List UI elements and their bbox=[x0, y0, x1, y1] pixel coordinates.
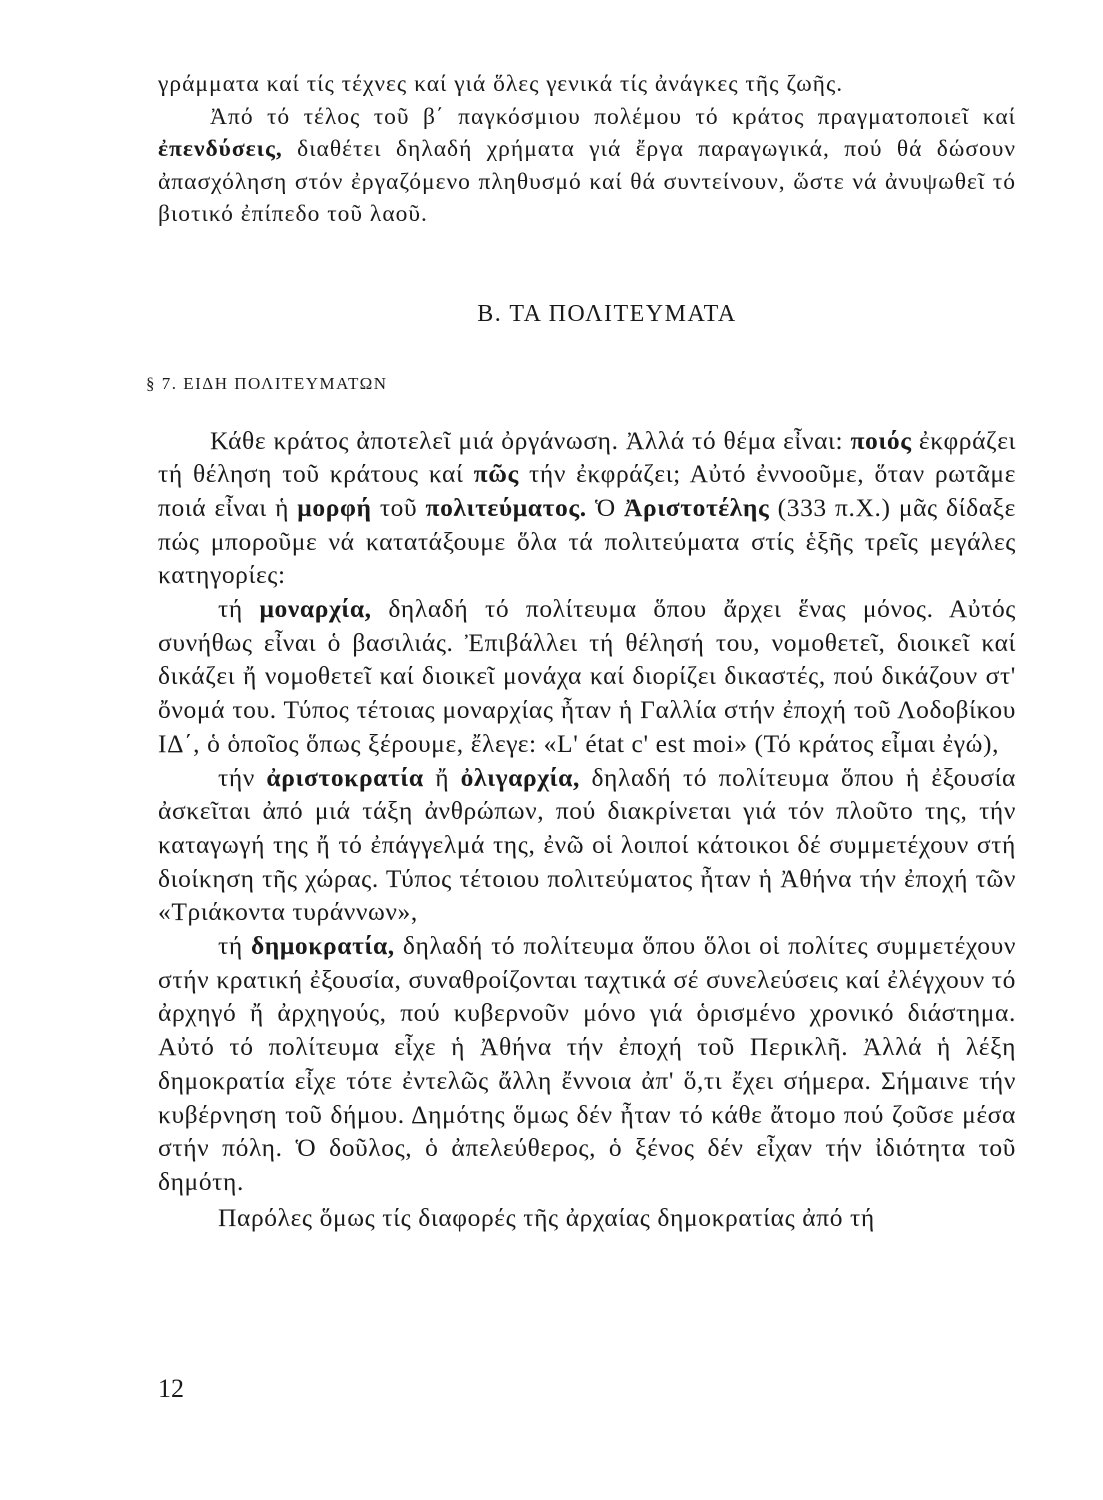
paragraph-investments: Ἀπό τό τέλος τοῦ β΄ παγκόσμιου πολέμου τό κράτος πραγματοποιεῖ καί ἐπενδύσεις, διαθέτει δηλαδή χρήματα γιά ἔργα παραγωγικά, πού θά δώσουν ἀπασχόληση στόν ἐργαζόμενο πληθυσμό καί θά συντείνουν, ὥστε νά ἀνυψωθεῖ τό βιοτικό ἐπίπεδο τοῦ λαοῦ. bbox=[158, 103, 1017, 227]
bold-term: μοναρχία, bbox=[259, 594, 372, 624]
paragraph-democracy: τή δημοκρατία, δηλαδή τό πολίτευμα ὅπου ὅλοι οἱ πολίτες συμμετέχουν στήν κρατική ἐξουσία, συναθροίζονται ταχτικά σέ συνελεύσεις καί ἐλέγχουν τό ἀρχηγό ἤ ἀρχηγούς, πού κυβερνοῦν μόνο γιά ὁρισμένο χρονικό διάστημα. Αὐτό τό πολίτευμα εἶχε ἡ Ἀθήνα τήν ἐποχή τοῦ Περικλῆ. Ἀλλά ἡ λέξη δημοκρατία εἶχε τότε ἐντελῶς ἄλλη ἔννοια ἀπ' ὅ,τι ἔχει σήμερα. Σήμαινε τήν κυβέρνηση τοῦ δήμου. Δημότης ὅμως δέν ἦταν τό κάθε ἄτομο πού ζοῦσε μέσα στήν πόλη. Ὁ δοῦλος, ὁ ἀπελεύθερος, ὁ ξένος δέν εἶχαν τήν ἰδιότητα τοῦ δημότη. bbox=[158, 931, 1016, 1196]
bold-term: ἐπενδύσεις, bbox=[158, 136, 283, 162]
paragraph-aristocracy: τήν ἀριστοκρατία ἤ ὀλιγαρχία, δηλαδή τό πολίτευμα ὅπου ἡ ἐξουσία ἀσκεῖται ἀπό μιά τάξη ἀνθρώπων, πού διακρίνεται γιά τόν πλοῦτο της, τήν καταγωγή της ἤ τό ἐπάγγελμά της, ἐνῶ οἱ λοιποί κάτοικοι δέ συμμετέχουν στή διοίκηση τῆς χώρας. Τύπος τέτοιου πολιτεύματος ἦταν ἡ Ἀθήνα τήν ἐποχή τῶν «Τριάκοντα τυράννων», bbox=[158, 762, 1016, 927]
bold-term: πῶς bbox=[473, 459, 519, 489]
bold-term: ὀλιγαρχία, bbox=[460, 762, 580, 792]
page-number: 12 bbox=[158, 1374, 184, 1403]
section-title: Β. ΤΑ ΠΟΛΙΤΕΥΜΑΤΑ bbox=[477, 300, 737, 327]
paragraph-monarchy: τή μοναρχία, δηλαδή τό πολίτευμα ὅπου ἄρχει ἕνας μόνος. Αὐτός συνήθως εἶναι ὁ βασιλιάς. Ἐπιβάλλει τή θέλησή του, νομοθετεῖ, διοικεῖ καί δικάζει ἤ νομοθετεῖ καί διοικεῖ μονάχα καί διορίζει δικαστές, πού δικάζουν στ' ὄνομά του. Τύπος τέτοιας μοναρχίας ἦταν ἡ Γαλλία στήν ἐποχή τοῦ Λοδοβίκου ΙΔ΄, ὁ ὁποῖος ὅπως ξέρουμε, ἔλεγε: «L' état c' est moi» (Τό κράτος εἶμαι ἐγώ), bbox=[158, 594, 1016, 758]
paragraph-intro: Κάθε κράτος ἀποτελεῖ μιά ὀργάνωση. Ἀλλά τό θέμα εἶναι: ποιός ἐκφράζει τή θέληση τοῦ κράτους καί πῶς τήν ἐκφράζει; Αὐτό ἐννοοῦμε, ὅταν ρωτᾶμε ποιά εἶναι ἡ μορφή τοῦ πολιτεύματος. Ὁ Ἀριστοτέλης (333 π.Χ.) μᾶς δίδαξε πώς μποροῦμε νά κατατάξουμε ὅλα τά πολιτεύματα στίς ἑξῆς τρεῖς μεγάλες κατηγορίες: bbox=[158, 425, 1017, 590]
subsection-title: § 7. ΕΙΔΗ ΠΟΛΙΤΕΥΜΑΤΩΝ bbox=[146, 373, 388, 393]
bold-term: ποιός bbox=[850, 425, 912, 455]
bold-term: Ἀριστοτέλης bbox=[624, 492, 770, 522]
bold-term: ἀριστοκρατία bbox=[266, 762, 424, 792]
bold-term: δημοκρατία, bbox=[250, 931, 395, 961]
page-body bbox=[146, 68, 1017, 1234]
bold-term: μορφή bbox=[297, 492, 372, 522]
paragraph-final: Παρόλες ὅμως τίς διαφορές τῆς ἀρχαίας δημοκρατίας ἀπό τή bbox=[218, 1202, 875, 1232]
bold-term: πολιτεύματος. bbox=[425, 492, 587, 522]
top-line: γράμματα καί τίς τέχνες καί γιά ὅλες γενικά τίς ἀνάγκες τῆς ζωῆς. bbox=[158, 71, 844, 97]
